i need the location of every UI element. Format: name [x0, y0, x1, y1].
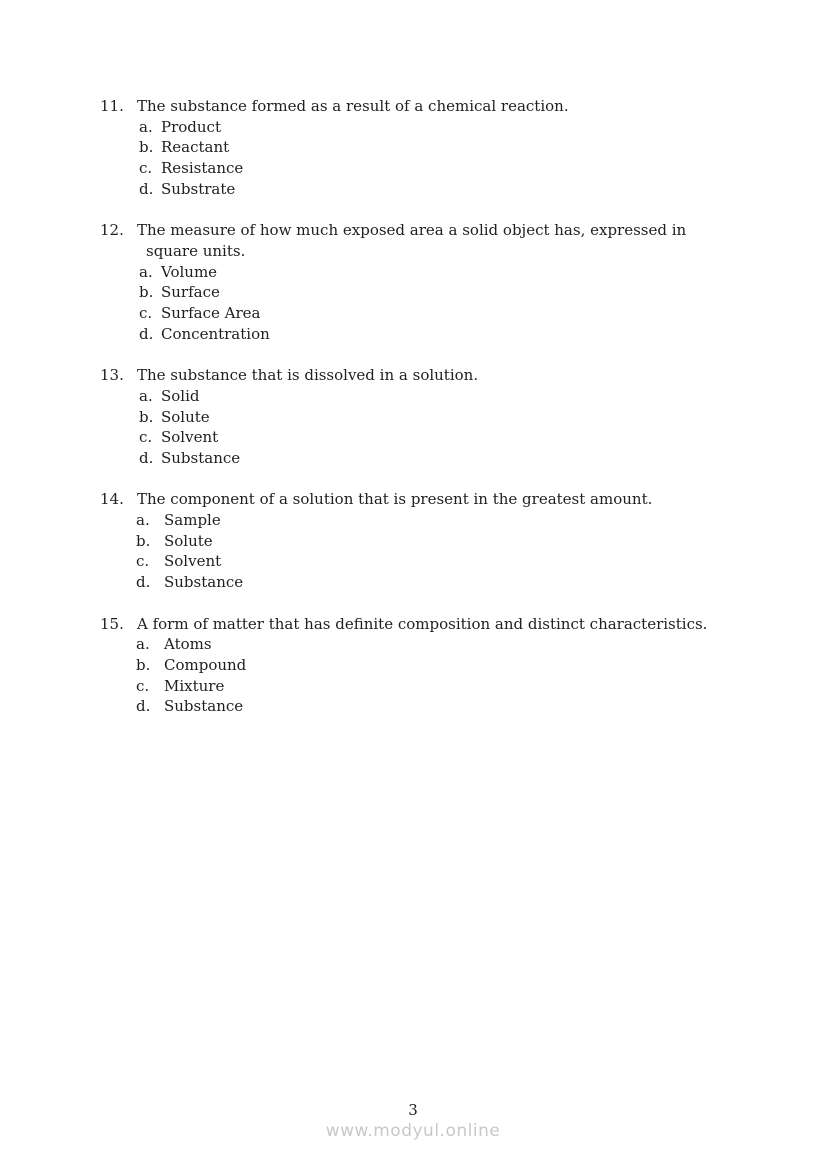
option-label: Solute [164, 531, 213, 550]
question-head [100, 614, 786, 635]
option-letter: a. [139, 386, 153, 405]
option-letter: c. [139, 428, 153, 447]
option-label: Solvent [161, 428, 219, 447]
question-head [100, 365, 786, 386]
page-number: 3 [408, 1101, 418, 1119]
question-text: The substance that is dissolved in a solution. [137, 366, 479, 385]
option-row [136, 634, 786, 655]
question-number: 15. [100, 614, 124, 633]
option-label: Volume [161, 262, 218, 281]
question-number: 14. [100, 490, 124, 509]
option-row [139, 282, 786, 303]
option-label: Product [161, 117, 221, 136]
option-label: Atoms [164, 635, 212, 654]
quiz-question-list [100, 96, 786, 738]
option-letter: d. [139, 179, 154, 198]
option-row [139, 448, 786, 469]
option-label: Substance [164, 697, 244, 716]
option-row [139, 386, 786, 407]
option-row [136, 510, 786, 531]
option-letter: c. [139, 304, 153, 323]
option-row [139, 137, 786, 158]
question-text-continuation: square units. [146, 241, 246, 260]
option-label: Compound [164, 655, 247, 674]
options-list [139, 117, 786, 200]
option-letter: d. [139, 448, 154, 467]
question-head [100, 489, 786, 510]
options-list [139, 262, 786, 345]
option-label: Substance [164, 573, 244, 592]
question-text: The measure of how much exposed area a solid object has, expressed in [137, 221, 687, 240]
option-label: Solid [161, 386, 200, 405]
option-label: Reactant [161, 138, 230, 157]
question-13 [100, 365, 786, 469]
question-head [100, 220, 786, 241]
option-label: Concentration [161, 324, 270, 343]
option-letter: a. [139, 117, 153, 136]
question-text: The substance formed as a result of a chemical reaction. [137, 97, 569, 115]
question-head [100, 96, 786, 117]
option-row [139, 158, 786, 179]
option-letter: b. [136, 531, 151, 550]
option-letter: a. [136, 511, 150, 530]
option-row [139, 179, 786, 200]
option-row [136, 551, 786, 572]
option-row [136, 531, 786, 552]
option-letter: d. [136, 697, 151, 716]
option-letter: a. [139, 262, 153, 281]
option-letter: d. [139, 324, 154, 343]
question-14 [100, 489, 786, 593]
question-text: The component of a solution that is present in the greatest amount. [137, 490, 653, 509]
options-list [139, 386, 786, 469]
option-letter: a. [136, 635, 150, 654]
option-row [139, 407, 786, 428]
option-row [139, 324, 786, 345]
watermark-text: www.modyul.online [325, 1121, 501, 1141]
option-row [136, 655, 786, 676]
option-label: Solute [161, 407, 210, 426]
option-label: Resistance [161, 159, 244, 178]
question-11 [100, 96, 786, 200]
option-letter: b. [136, 655, 151, 674]
option-letter: b. [139, 407, 154, 426]
option-label: Solvent [164, 552, 222, 571]
question-number: 11. [100, 97, 124, 115]
question-number: 12. [100, 221, 124, 240]
option-label: Substrate [161, 179, 236, 198]
option-letter: d. [136, 573, 151, 592]
option-letter: c. [136, 676, 150, 695]
option-row [136, 572, 786, 593]
option-row [139, 427, 786, 448]
option-label: Substance [161, 448, 241, 467]
option-label: Surface Area [161, 304, 261, 323]
option-row [136, 676, 786, 697]
options-list [136, 634, 786, 717]
option-label: Mixture [164, 676, 225, 695]
option-letter: b. [139, 138, 154, 157]
question-number: 13. [100, 366, 124, 385]
option-row [139, 262, 786, 283]
question-12 [100, 220, 786, 344]
option-letter: c. [136, 552, 150, 571]
option-label: Sample [164, 511, 221, 530]
question-15 [100, 614, 786, 718]
option-label: Surface [161, 283, 220, 302]
question-text: A form of matter that has definite composition and distinct characteristics. [137, 614, 708, 633]
option-row [139, 303, 786, 324]
options-list [136, 510, 786, 593]
option-letter: c. [139, 159, 153, 178]
option-row [139, 117, 786, 138]
option-letter: b. [139, 283, 154, 302]
option-row [136, 696, 786, 717]
